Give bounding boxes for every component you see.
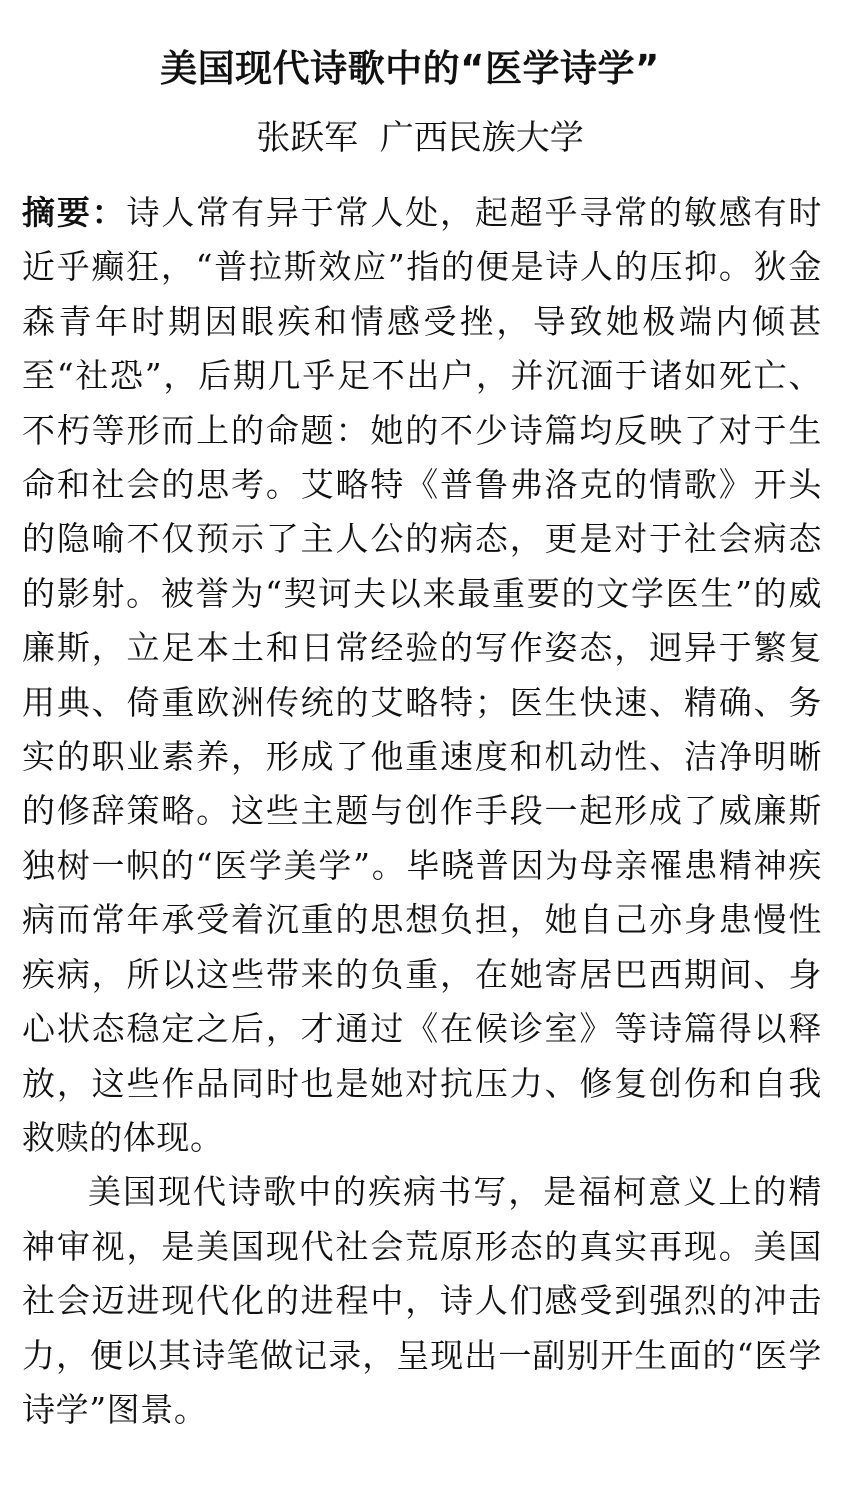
author-affiliation: 张跃军 广西民族大学 xyxy=(256,118,584,158)
abstract-paragraph xyxy=(22,186,822,1165)
article-body xyxy=(22,186,822,1437)
article-title: 美国现代诗歌中的“医学诗学” xyxy=(160,46,660,90)
abstract-text: 诗人常有异于常人处，起超乎寻常的敏感有时近乎癫狂，“普拉斯效应”指的便是诗人的压抑。狄金森青年时期因眼疾和情感受挫，导致她极端内倾甚至“社恐”，后期几乎足不出户，并沉湎于诸如死亡、不朽等形而上的命题：她的不少诗篇均反映了对于生命和社会的思考。艾略特《普鲁弗洛克的情歌》开头的隐喻不仅预示了主人公的病态，更是对于社会病态的影射。被誉为“契诃夫以来最重要的文学医生”的威廉斯，立足本土和日常经验的写作姿态，迥异于繁复用典、倚重欧洲传统的艾略特；医生快速、精确、务实的职业素养，形成了他重速度和机动性、洁净明晰的修辞策略。这些主题与创作手段一起形成了威廉斯独树一帜的“医学美学”。毕晓普因为母亲罹患精神疾病而常年承受着沉重的思想负担，她自己亦身患慢性疾病，所以这些带来的负重，在她寄居巴西期间、身心状态稳定之后，才通过《在候诊室》等诗篇得以释放，这些作品同时也是她对抗压力、修复创伤和自我救赎的体现。 xyxy=(22,193,822,1157)
abstract-label: 摘要： xyxy=(22,193,127,232)
body-paragraph: 美国现代诗歌中的疾病书写，是福柯意义上的精神审视，是美国现代社会荒原形态的真实再现。美国社会迈进现代化的进程中，诗人们感受到强烈的冲击力，便以其诗笔做记录，呈现出一副别开生面的“医学诗学”图景。 xyxy=(22,1172,822,1429)
